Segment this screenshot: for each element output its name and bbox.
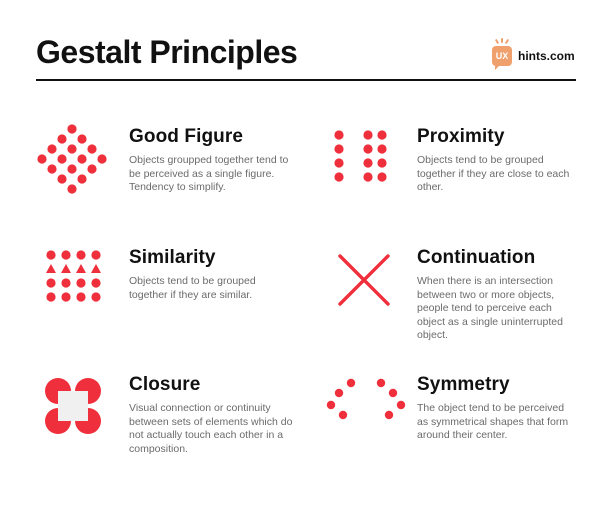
dots-triangles-grid-icon (45, 248, 101, 304)
closure-square-icon (45, 378, 101, 434)
principle-title: Good Figure (129, 126, 244, 147)
principle-title: Continuation (417, 247, 536, 268)
principle-proximity (417, 126, 577, 195)
principle-title: Symmetry (417, 374, 510, 395)
principle-description: Objects groupped together tend to be perceived as a single figure. Tendency to simplify. (129, 154, 289, 193)
principle-description: Objects tend to be grouped together if they are similar. (129, 275, 256, 301)
principle-closure (129, 374, 294, 456)
principle-title: Closure (129, 374, 201, 395)
principle-similarity (129, 247, 294, 302)
diamond-dots-icon (36, 123, 108, 195)
principle-title: Proximity (417, 126, 505, 147)
page-title: Gestalt Principles (36, 34, 298, 70)
principle-continuation (417, 247, 577, 343)
brand-logo[interactable] (492, 46, 575, 66)
crossing-lines-icon (336, 252, 392, 308)
logo-text: hints.com (518, 49, 575, 63)
principle-description: The object tend to be perceived as symmetrical shapes that form around their center. (417, 402, 569, 441)
principle-description: Visual connection or continuity between sets of elements which do not actually touch each other in a composition. (129, 402, 293, 455)
title-underline (36, 79, 576, 81)
dot-columns-icon (331, 128, 391, 186)
principle-title: Similarity (129, 247, 216, 268)
symmetric-dots-icon (326, 377, 406, 427)
logo-badge-icon: UX (492, 46, 512, 66)
logo-sparks-icon (494, 38, 510, 44)
principle-symmetry (417, 374, 577, 443)
principle-good-figure (129, 126, 294, 195)
principle-description: When there is an intersection between two or more objects, people tend to perceive each object as a single uninterrupted object. (417, 275, 563, 341)
principle-description: Objects tend to be grouped together if they are close to each other. (417, 154, 570, 193)
